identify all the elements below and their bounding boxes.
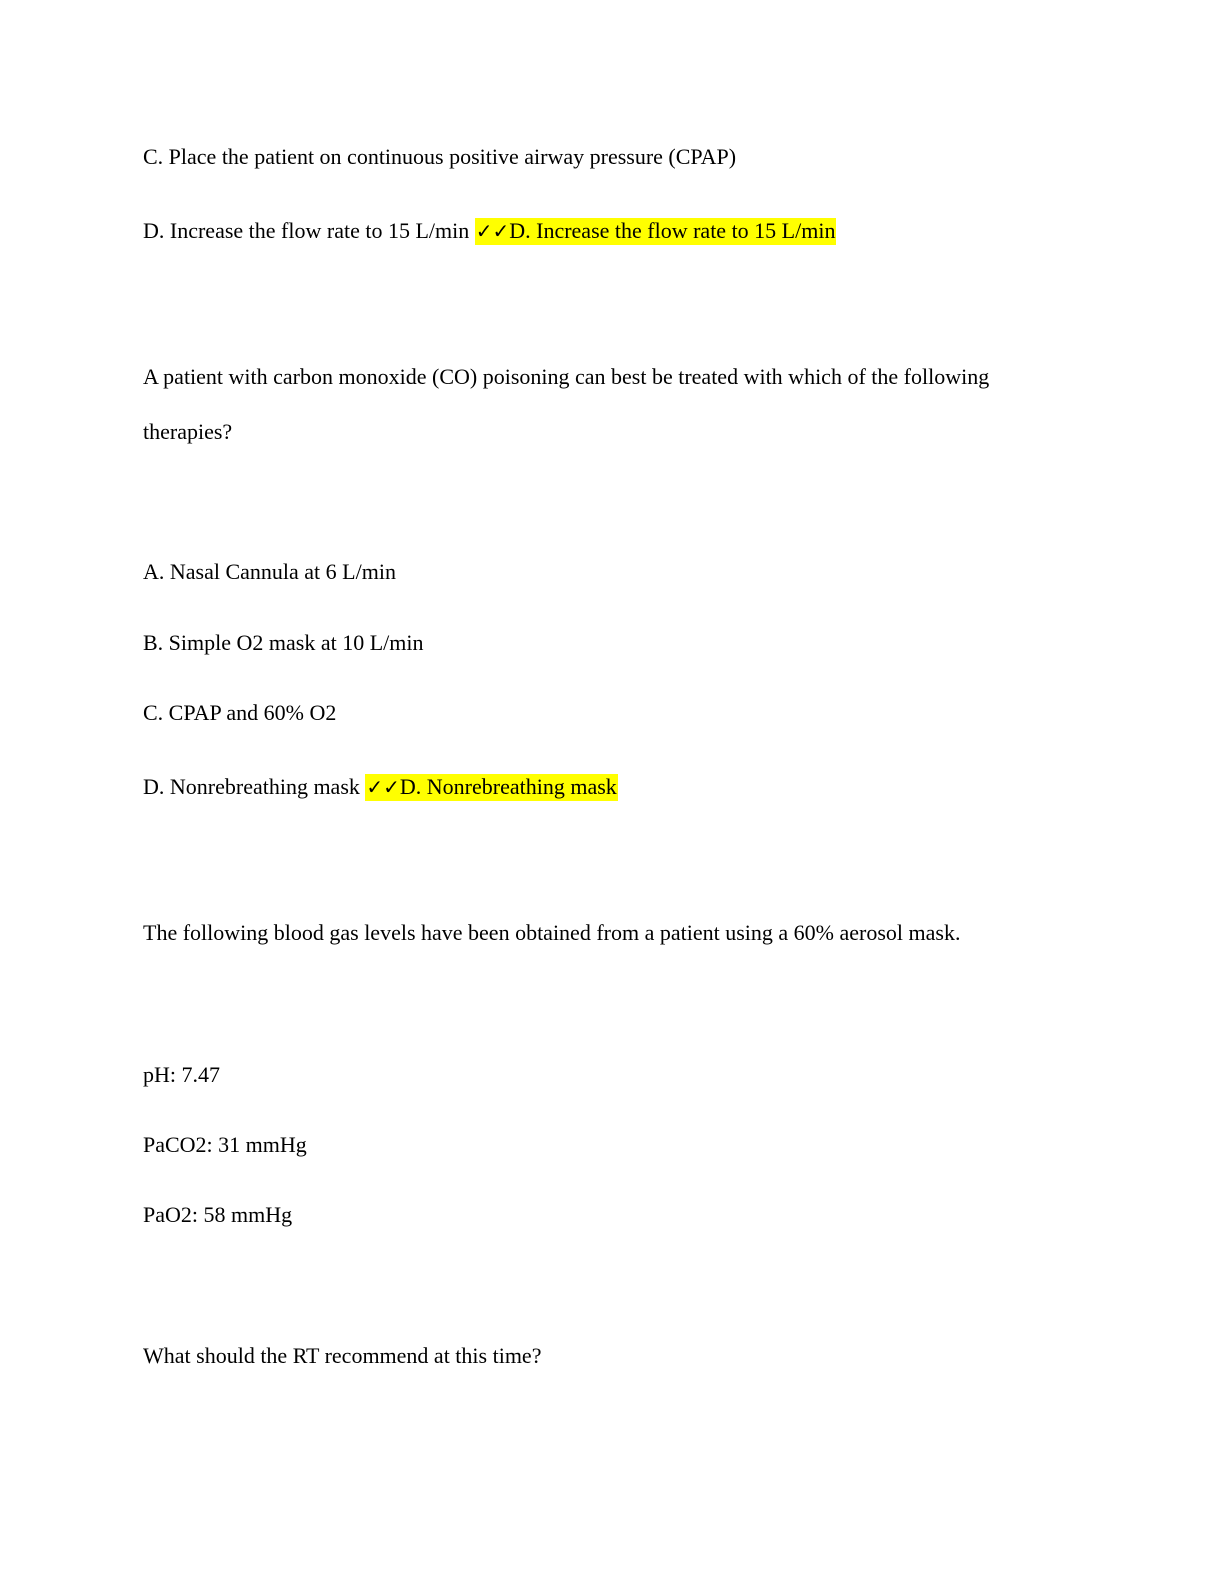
double-check-icon: ✓✓ <box>475 219 510 243</box>
q2-option-b: B. Simple O2 mask at 10 L/min <box>143 630 424 655</box>
q2-answer-text: D. Nonrebreathing mask <box>399 774 617 799</box>
q3-pao2: PaO2: 58 mmHg <box>143 1202 293 1227</box>
q2-option-c: C. CPAP and 60% O2 <box>143 700 337 725</box>
q1-answer-highlight <box>475 218 837 245</box>
q2-option-a: A. Nasal Cannula at 6 L/min <box>143 559 396 584</box>
q1-option-d: D. Increase the flow rate to 15 L/min <box>143 218 470 243</box>
q3-paco2: PaCO2: 31 mmHg <box>143 1132 307 1157</box>
q2-option-d: D. Nonrebreathing mask <box>143 774 360 799</box>
double-check-icon: ✓✓ <box>366 775 400 799</box>
q2-option-d-row <box>143 773 618 801</box>
q1-answer-text: D. Increase the flow rate to 15 L/min <box>509 218 836 243</box>
q3-question: What should the RT recommend at this time? <box>143 1343 542 1368</box>
q3-ph: pH: 7.47 <box>143 1062 220 1087</box>
q2-question-line2: therapies? <box>143 419 233 444</box>
q2-answer-highlight <box>365 774 617 801</box>
q1-option-c: C. Place the patient on continuous positive airway pressure (CPAP) <box>143 144 737 169</box>
q2-question-line1: A patient with carbon monoxide (CO) poisoning can best be treated with which of the following <box>143 364 990 389</box>
q1-option-d-row <box>143 217 836 245</box>
q3-intro: The following blood gas levels have been obtained from a patient using a 60% aerosol mask. <box>143 920 961 945</box>
